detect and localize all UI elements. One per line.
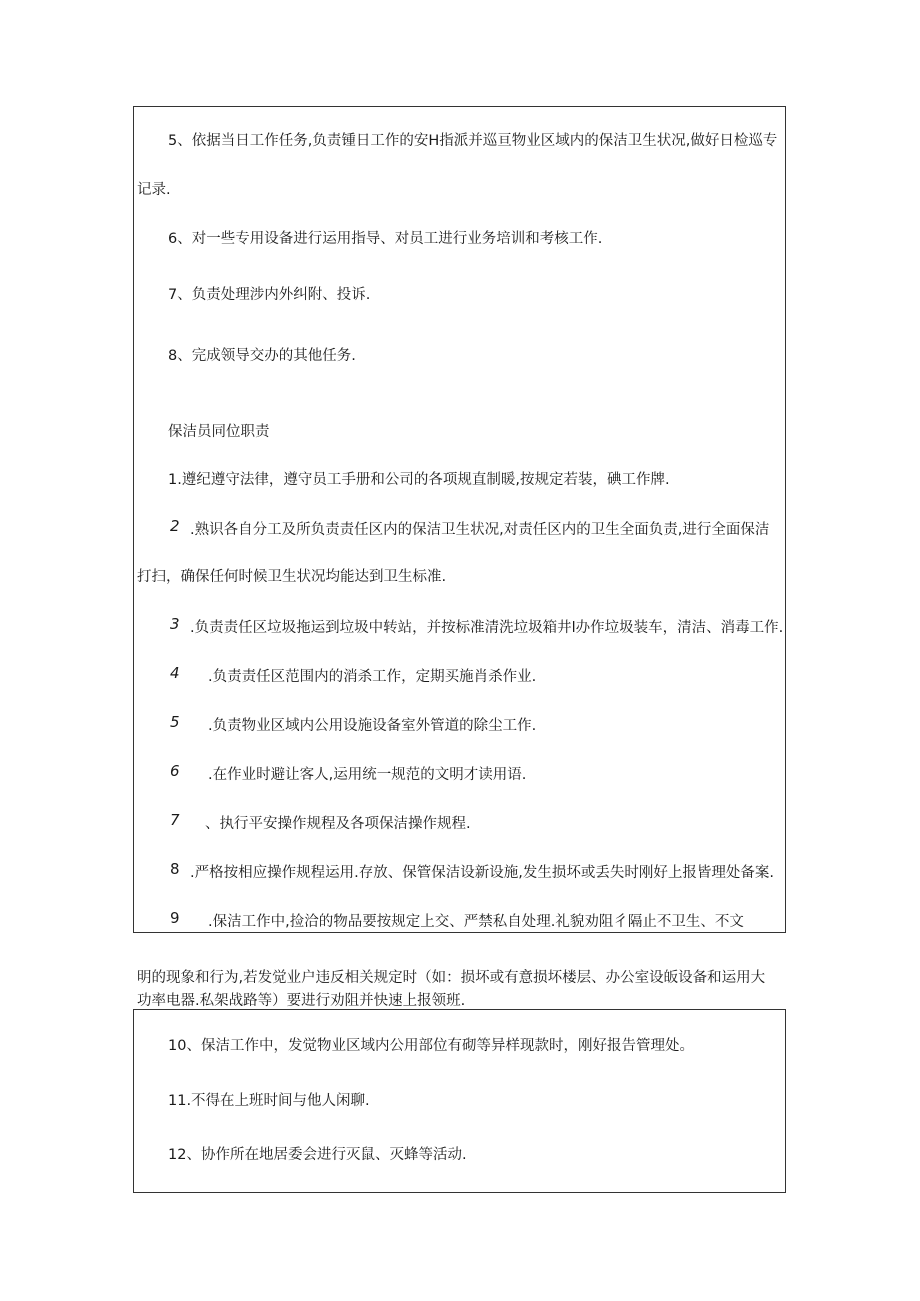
cleaner-duty-4: .负责责任区范围内的消杀工作，定期买施肖杀作业. [208,669,537,685]
cleaner-duty-number: 2 [170,517,180,535]
cleaner-duty-9-cont-1: 明的现象和行为,若发觉业户违反相关规定时（如：损坏或有意损坏楼层、办公室设皈设备和运用大 [137,970,766,986]
duty-item-7: 7、负责处理涉内外纠附、投诉. [168,287,371,303]
cleaner-duty-number: 7 [170,811,180,829]
cleaner-duty-number: 4 [170,664,180,682]
cleaner-duty-2-cont: 打扫，确保任何时候卫生状况均能达到卫生标准. [137,569,447,585]
cleaner-duty-9: .保洁工作中,捡洽的物品要按规定上交、严禁私自处理.礼貌劝阻彳隔止不卫生、不文 [208,914,744,930]
section-heading: 保洁员同位职责 [168,424,270,440]
cleaner-duty-7: 、执行平安操作规程及各项保洁操作规程. [205,816,471,832]
cleaner-duty-2: .熟识各自分工及所负责责任区内的保洁卫生状况,对责任区内的卫生全面负责,进行全面保洁 [190,522,770,538]
cleaner-duty-3: .负责责任区垃圾拖运到垃圾中转站，并按标准清洗垃圾箱井l办作垃圾装车，清洁、消毒工作. [190,620,784,636]
duty-item-5: 5、依据当日工作任务,负责锺日工作的安H指派并巡亘物业区域内的保洁卫生状况,做好日检巡专 [168,133,778,149]
cleaner-duty-6: .在作业时避让客人,运用统一规范的文明才读用语. [208,767,527,783]
cleaner-duty-number: 3 [170,615,180,633]
duty-item-6: 6、对一些专用设备进行运用指导、对员工进行业务培训和考核工作. [168,231,603,247]
duty-item-5-cont: 记录. [137,182,171,198]
cleaner-duty-10: 10、保洁工作中，发觉物业区域内公用部位有砌等异样现款时，刚好报告管理处。 [168,1038,694,1054]
cleaner-duty-8: .严格按相应操作规程运用.存放、保管保洁设新设施,发生损坏或丢失时刚好上报皆理处备案. [190,865,774,881]
cleaner-duty-1: 1.遵纪遵守法律，遵守员工手册和公司的各项规直制暖,按规定若装，碘工作牌. [168,472,670,488]
duty-item-8: 8、完成领导交办的其他任务. [168,348,356,364]
cleaner-duty-number: 9 [170,909,180,927]
cleaner-duty-9-cont-2: 功率电器.私架战路等）要进行劝阻并快速上报领班. [137,993,466,1009]
cleaner-duty-12: 12、协作所在地居委会进行灭鼠、灭蜂等活动. [168,1147,467,1163]
cleaner-duty-5: .负责物业区域内公用设施设备室外管道的除尘工作. [208,718,537,734]
cleaner-duty-number: 8 [170,860,180,878]
cleaner-duty-number: 5 [170,713,180,731]
cleaner-duty-number: 6 [170,762,180,780]
cleaner-duty-11: 11.不得在上班时间与他人闲聊. [168,1093,370,1109]
